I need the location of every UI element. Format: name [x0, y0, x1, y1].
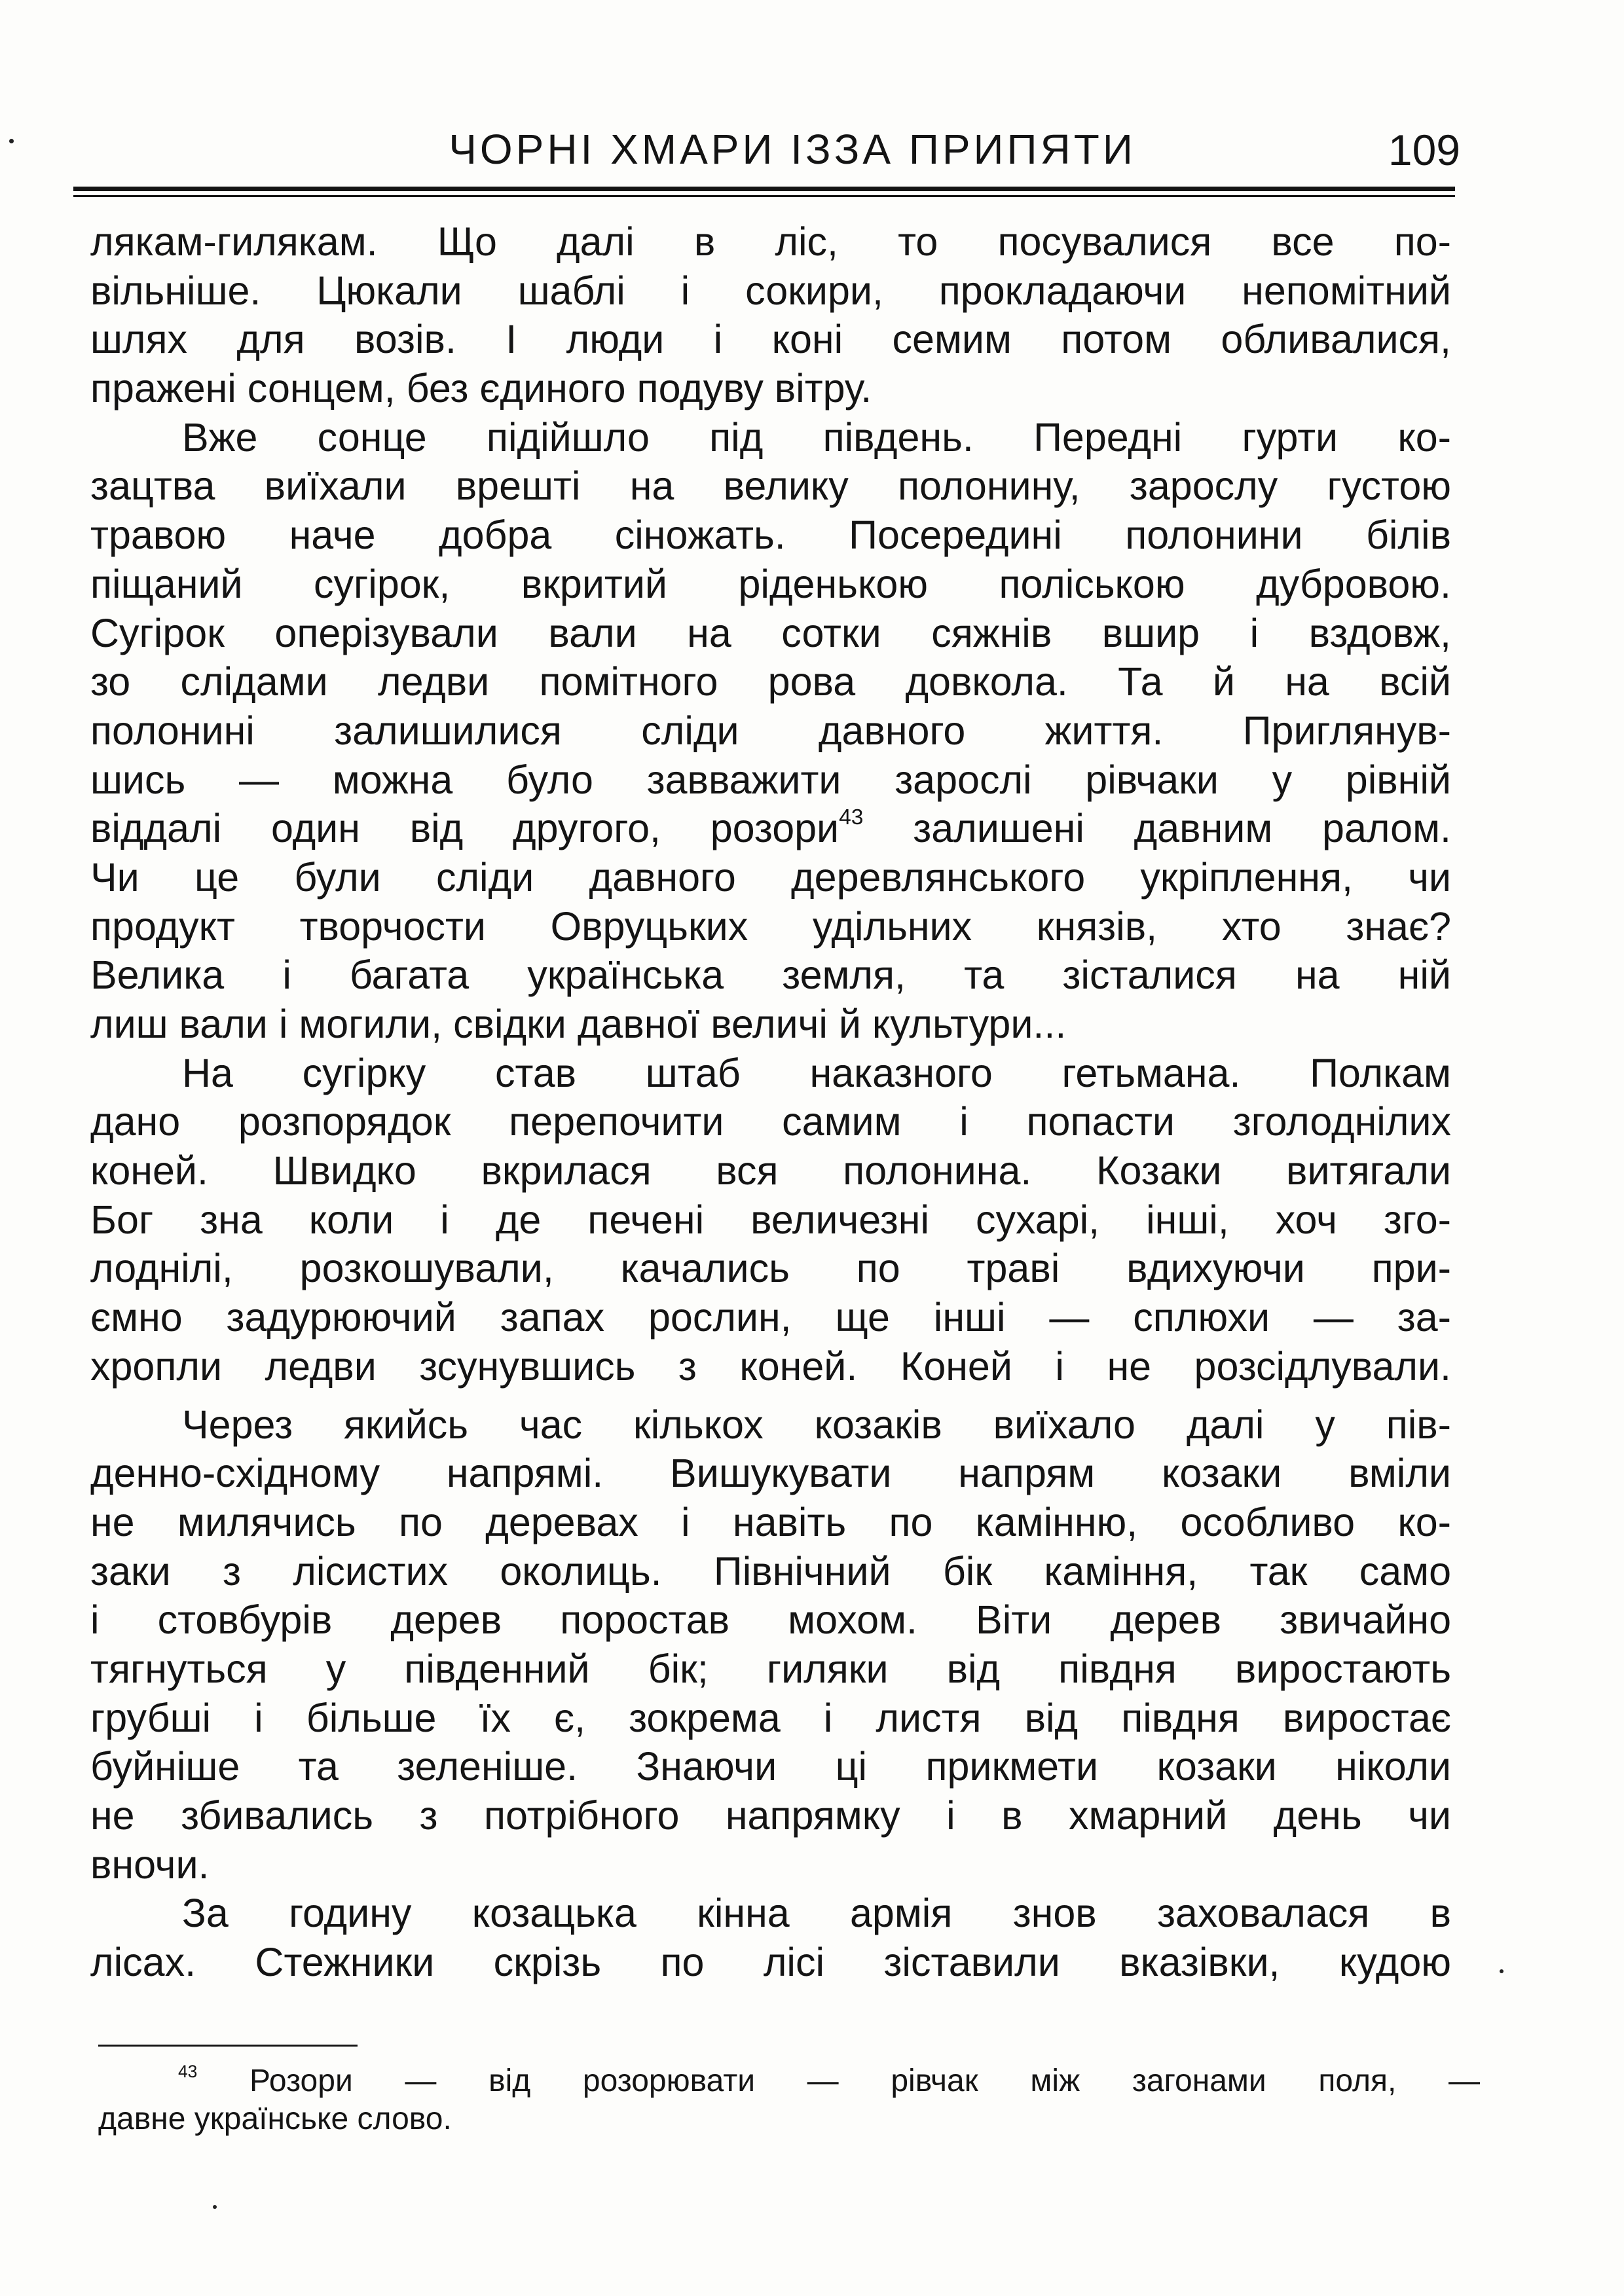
text-line: Бог зна коли і де печені величезні сухарі, інші, хоч зго-	[90, 1197, 1451, 1242]
footnote-text: Розори — від розорювати — рівчак між загонами поля, —	[197, 2064, 1480, 2098]
text-line: Сугірок оперізували вали на сотки сяжнів вшир і вздовж,	[90, 610, 1451, 655]
text-line: Велика і багата українська земля, та зісталися на ній	[90, 953, 1451, 998]
text-line: зацтва виїхали врешті на велику полонину, зарослу густою	[90, 464, 1451, 509]
text-line: дано розпорядок перепочити самим і попасти зголоднілих	[90, 1099, 1451, 1144]
text-line: пражені сонцем, без єдиного подуву вітру.	[90, 366, 872, 411]
text-line-with-note-ref	[90, 804, 1451, 853]
text-line: денно-східному напрямі. Вишукувати напрям козаки вміли	[90, 1451, 1451, 1496]
text-line: заки з лісистих околиць. Північний бік каміння, так само	[90, 1548, 1451, 1594]
paragraph-first-line: Через якийсь час кількох козаків виїхало далі у пів-	[182, 1402, 1451, 1447]
text-fragment: залишені давним ралом.	[863, 806, 1451, 851]
text-line: продукт творчости Овруцьких удільних князів, хто знає?	[90, 903, 1451, 949]
paragraph-first-line: За годину козацька кінна армія знов заховалася в	[182, 1891, 1451, 1936]
scan-speck	[213, 2205, 217, 2209]
scan-speck	[9, 139, 14, 143]
paragraph-first-line: На сугірку став штаб наказного гетьмана. Полкам	[182, 1050, 1451, 1095]
text-line: буйніше та зеленіше. Знаючи ці прикмети козаки ніколи	[90, 1744, 1451, 1789]
text-line: вночи.	[90, 1842, 210, 1887]
text-line: лякам-гилякам. Що далі в ліс, то посувалися все по-	[90, 219, 1451, 264]
text-line: зо слідами ледви помітного рова довкола. Та й на всій	[90, 659, 1451, 704]
text-line: шись — можна було завважити зарослі рівчаки у рівній	[90, 757, 1451, 802]
text-line: лісах. Стежники скрізь по лісі зіставили вказівки, кудою	[90, 1940, 1451, 1985]
text-line: ємно задурюючий запах рослин, ще інші — сплюхи — за-	[90, 1295, 1451, 1340]
footnote-reference: 43	[839, 805, 864, 830]
footnote-marker: 43	[178, 2061, 198, 2081]
text-line: грубші і більше їх є, зокрема і листя від півдня виростає	[90, 1695, 1451, 1740]
footnote-line	[98, 2062, 1480, 2100]
text-line: вільніше. Цюкали шаблі і сокири, прокладаючи непомітний	[90, 268, 1451, 313]
text-line: травою наче добра сіножать. Посередині полонини білів	[90, 513, 1451, 558]
text-line: не збивались з потрібного напрямку і в хмарний день чи	[90, 1793, 1451, 1838]
text-line: лиш вали і могили, свідки давної величі й культури...	[90, 1002, 1067, 1046]
text-line: лоднілі, розкошували, качались по траві вдихуючи при-	[90, 1246, 1451, 1291]
header-rule-thick	[73, 187, 1455, 191]
text-line: хропли ледви зсунувшись з коней. Коней і не розсідлували.	[90, 1343, 1451, 1389]
header-rule-thin	[73, 195, 1455, 197]
page-number: 109	[1388, 126, 1460, 174]
text-line: полонині залишилися сліди давного життя. Приглянув-	[90, 708, 1451, 753]
running-head: ЧОРНІ ХМАРИ ІЗЗА ПРИПЯТИ	[449, 126, 1136, 173]
text-line: шлях для возів. І люди і коні семим потом обливалися,	[90, 317, 1451, 362]
text-line: не милячись по деревах і навіть по камінню, особливо ко-	[90, 1499, 1451, 1544]
text-line: піщаний сугірок, вкритий ріденькою поліською дубровою.	[90, 561, 1451, 606]
text-line: тягнуться у південний бік; гиляки від півдня виростають	[90, 1646, 1451, 1691]
paragraph-first-line: Вже сонце підійшло під південь. Передні гурти ко-	[182, 414, 1451, 460]
text-fragment: віддалі один від другого, розори	[90, 806, 840, 851]
footnote	[98, 2062, 1480, 2138]
text-line: і стовбурів дерев поростав мохом. Віти дерев звичайно	[90, 1597, 1451, 1643]
scan-speck	[1500, 1969, 1504, 1973]
text-line: Чи це були сліди давного деревлянського укріплення, чи	[90, 854, 1451, 900]
text-line: коней. Швидко вкрилася вся полонина. Козаки витягали	[90, 1148, 1451, 1194]
footnote-separator	[98, 2045, 358, 2047]
footnote-line: давне українське слово.	[98, 2102, 452, 2136]
body-text	[90, 217, 1451, 1987]
